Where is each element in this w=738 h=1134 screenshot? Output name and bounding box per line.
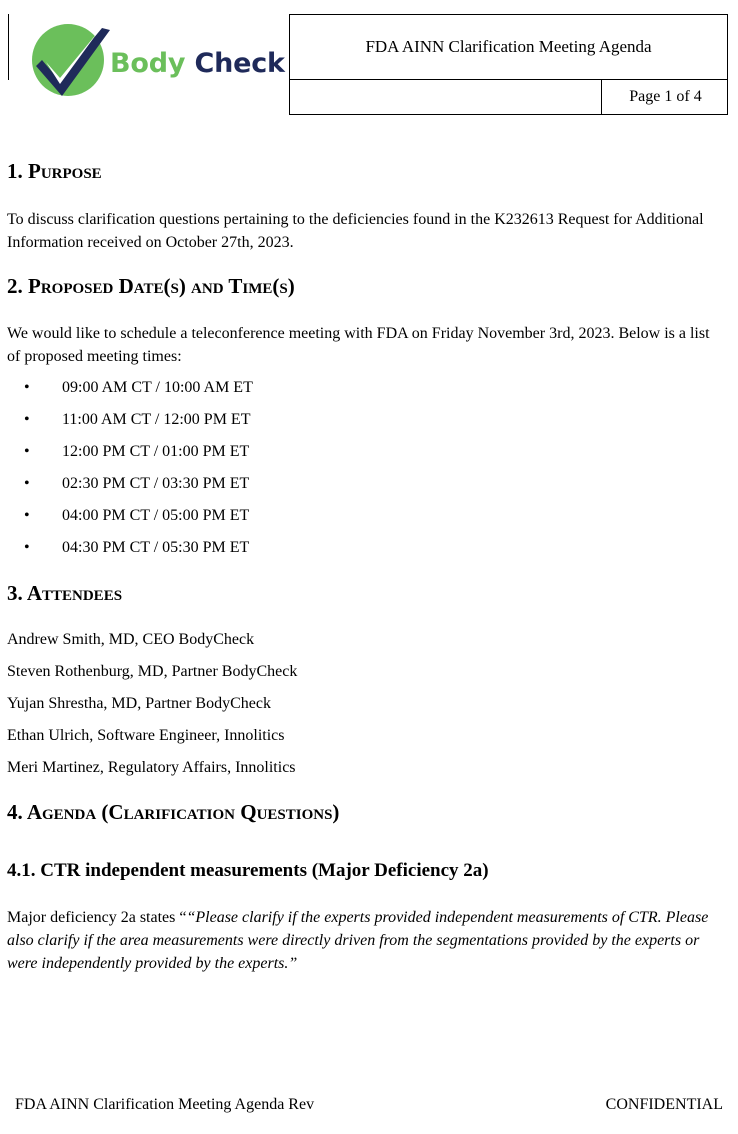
section-heading-agenda: 4. Agenda (Clarification Questions) — [7, 800, 340, 824]
list-item — [24, 379, 253, 397]
section-heading-purpose: 1. Purpose — [7, 159, 102, 183]
meeting-time: 02:30 PM CT / 03:30 PM ET — [62, 475, 250, 492]
header-title-cell — [289, 14, 728, 80]
attendee: Steven Rothenburg, MD, Partner BodyCheck — [7, 663, 298, 680]
meeting-time: 12:00 PM CT / 01:00 PM ET — [62, 443, 250, 460]
header-page-row — [289, 79, 728, 115]
logo-word-body: Body — [110, 48, 186, 79]
subsection-heading-ctr: 4.1. CTR independent measurements (Major Deficiency 2a) — [7, 860, 489, 881]
list-item — [24, 411, 250, 429]
checkmark-logo-icon — [32, 22, 112, 102]
section-heading-attendees: 3. Attendees — [7, 581, 123, 605]
footer-confidential: CONFIDENTIAL — [605, 1096, 723, 1113]
deficiency-quote: “Please clarify if the experts provided independent measurements of CTR. Please also clarify if the area measurements were directly driven from the segmentations provided by the experts or were independently provided by the experts.” — [7, 909, 709, 972]
logo-wordmark — [110, 48, 285, 79]
bullet-icon: • — [24, 411, 30, 428]
deficiency-paragraph — [7, 906, 722, 975]
attendee: Yujan Shrestha, MD, Partner BodyCheck — [7, 695, 271, 712]
logo-word-check: Check — [194, 48, 285, 79]
list-item — [24, 475, 249, 493]
footer-document-name: FDA AINN Clarification Meeting Agenda Rev — [15, 1096, 315, 1113]
attendee: Andrew Smith, MD, CEO BodyCheck — [7, 631, 255, 648]
deficiency-intro: Major deficiency 2a states “ — [7, 909, 187, 926]
bullet-icon: • — [24, 443, 30, 460]
meeting-time: 04:00 PM CT / 05:00 PM ET — [62, 507, 250, 524]
purpose-paragraph: To discuss clarification questions pertaining to the deficiencies found in the K232613 Request for Additional Information received on October 27th, 2023. — [7, 211, 704, 251]
meeting-time: 11:00 AM CT / 12:00 PM ET — [62, 411, 251, 428]
bullet-icon: • — [24, 379, 30, 396]
attendee: Ethan Ulrich, Software Engineer, Innolitics — [7, 727, 285, 744]
bodycheck-logo — [32, 22, 285, 102]
page-number: Page 1 of 4 — [629, 87, 702, 105]
page-number-cell — [601, 79, 729, 114]
document-title: FDA AINN Clarification Meeting Agenda — [365, 37, 652, 56]
attendee: Meri Martinez, Regulatory Affairs, Innolitics — [7, 759, 296, 776]
meeting-time: 09:00 AM CT / 10:00 AM ET — [62, 379, 253, 396]
dates-paragraph: We would like to schedule a teleconference meeting with FDA on Friday November 3rd, 2023. Below is a list of proposed meeting times: — [7, 325, 710, 365]
section-heading-dates: 2. Proposed Date(s) and Time(s) — [7, 274, 295, 298]
list-item — [24, 507, 249, 525]
meeting-time: 04:30 PM CT / 05:30 PM ET — [62, 539, 250, 556]
bullet-icon: • — [24, 507, 30, 524]
list-item — [24, 539, 249, 557]
list-item — [24, 443, 249, 461]
bullet-icon: • — [24, 475, 30, 492]
bullet-icon: • — [24, 539, 30, 556]
